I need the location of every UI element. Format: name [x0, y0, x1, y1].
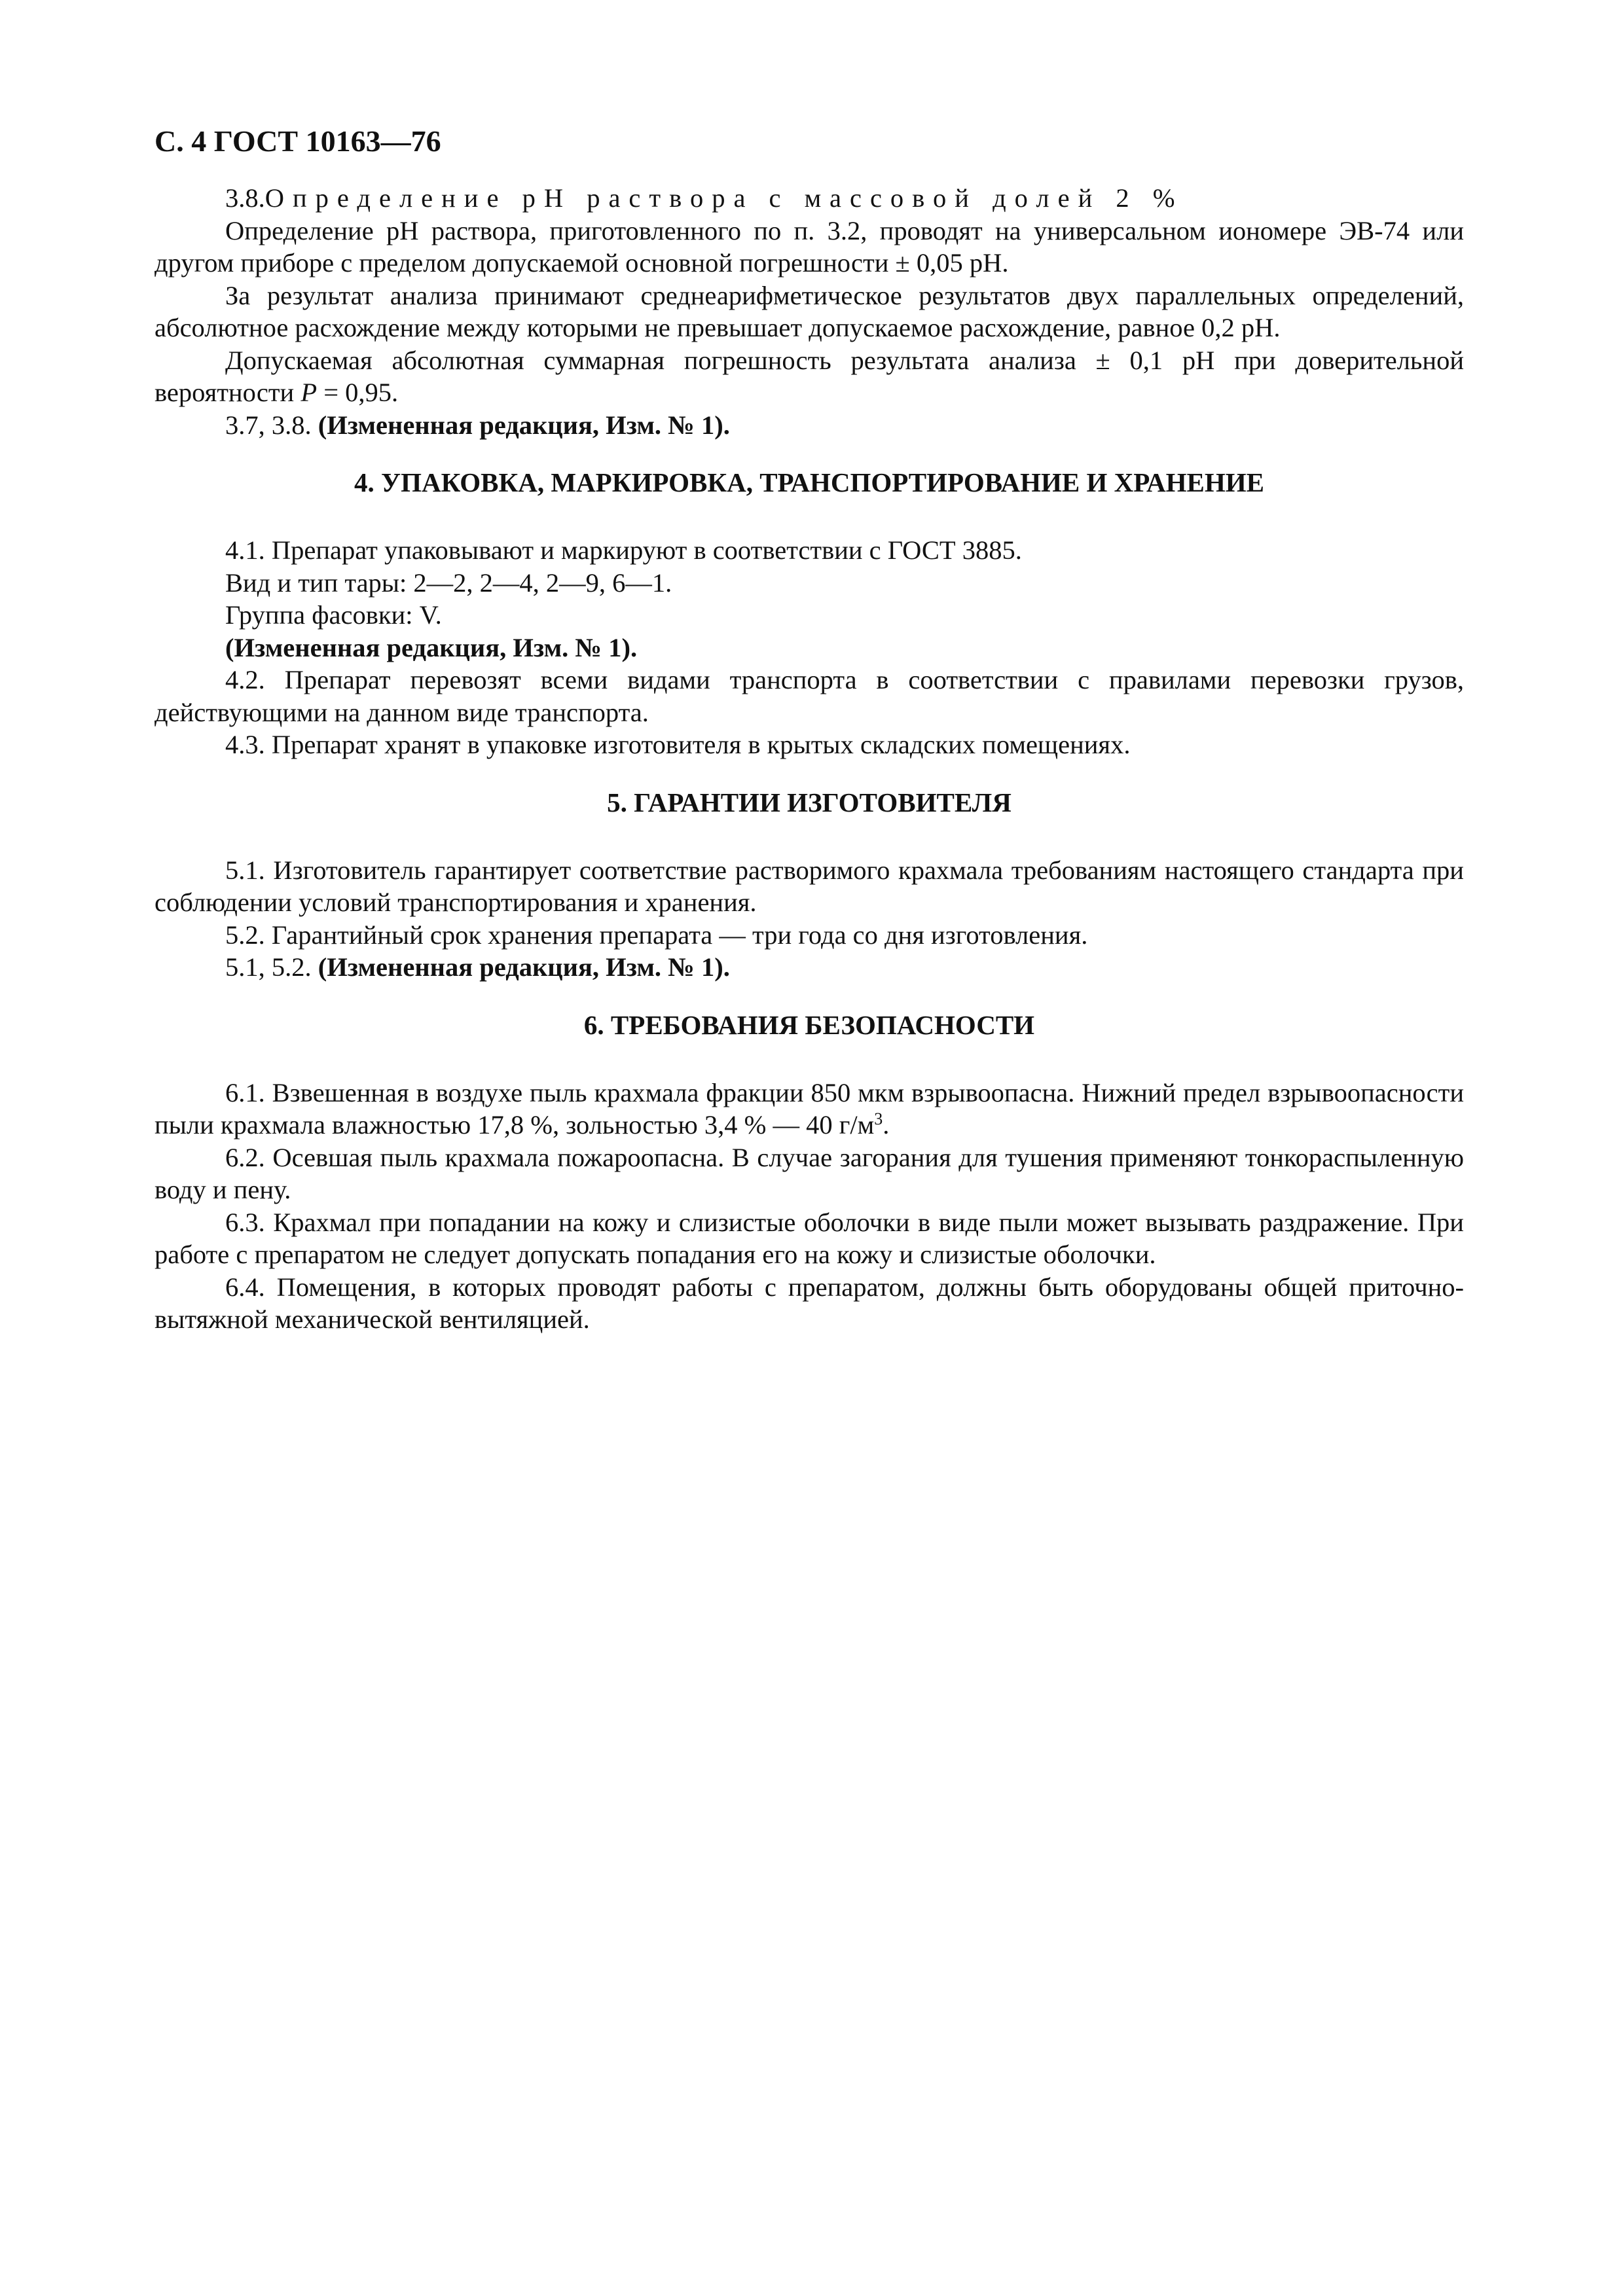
paragraph-6-1-text: 6.1. Взвешенная в воздухе пыль крахмала фракции 850 мкм взрывоопасна. Нижний предел взрывоопасности пыли крахмала влажностью 17,8 %, зольностью 3,4 % — 40 г/м [155, 1077, 1464, 1139]
paragraph-5-1: 5.1. Изготовитель гарантирует соответствие растворимого крахмала требованиям настоящего стандарта при соблюдении условий транспортирования и хранения. [155, 855, 1464, 917]
error-text-b: = 0,95. [317, 378, 399, 407]
error-variable: P [301, 378, 318, 407]
paragraph-3-8-text: Определение рН раствора, приготовленного по п. 3.2, проводят на универсальном иономере ЭВ-74 или другом приборе с пределом допускаемой основной погрешности ± 0,05 рН. [155, 215, 1464, 278]
paragraph-4-3: 4.3. Препарат хранят в упаковке изготовителя в крытых складских помещениях. [225, 730, 1131, 759]
amendment-note-3 [155, 409, 1464, 442]
paragraph-result: За результат анализа принимают среднеарифметическое результатов двух параллельных определений, абсолютное расхождение между которыми не превышает допускаемое расхождение, равное 0,2 рН. [155, 280, 1464, 342]
superscript-three: 3 [874, 1109, 883, 1128]
amendment-label: (Измененная редакция, Изм. № 1). [318, 410, 730, 440]
paragraph-6-2: 6.2. Осевшая пыль крахмала пожароопасна. В случае загорания для тушения применяют тонкораспыленную воду и пену. [155, 1142, 1464, 1204]
amendment-note-4: (Измененная редакция, Изм. № 1). [225, 632, 638, 662]
paragraph-4-2: 4.2. Препарат перевозят всеми видами транспорта в соответствии с правилами перевозки грузов, действующими на данном виде транспорта. [155, 665, 1464, 727]
paragraph-tara: Вид и тип тары: 2—2, 2—4, 2—9, 6—1. [225, 567, 672, 598]
paragraph-title-spaced: Определение рН раствора с массовой долей 2 % [264, 183, 1184, 213]
error-text-a: Допускаемая абсолютная суммарная погрешность результата анализа ± 0,1 рН при доверительной вероятности [155, 345, 1464, 407]
paragraph-4-1: 4.1. Препарат упаковывают и маркируют в соответствии с ГОСТ 3885. [225, 535, 1022, 565]
section-4-heading: 4. УПАКОВКА, МАРКИРОВКА, ТРАНСПОРТИРОВАНИЕ И ХРАНЕНИЕ [354, 467, 1265, 497]
paragraph-6-4: 6.4. Помещения, в которых проводят работы с препаратом, должны быть оборудованы общей приточно-вытяжной механической вентиляцией. [155, 1272, 1464, 1334]
paragraph-5-2: 5.2. Гарантийный срок хранения препарата — три года со дня изготовления. [225, 920, 1088, 950]
paragraph-3-8-title [155, 182, 1464, 215]
section-5-heading: 5. ГАРАНТИИ ИЗГОТОВИТЕЛЯ [607, 787, 1012, 817]
amendment-note-5 [155, 951, 1464, 984]
paragraph-6-1-end: . [883, 1110, 890, 1139]
section-6-heading: 6. ТРЕБОВАНИЯ БЕЗОПАСНОСТИ [583, 1009, 1035, 1040]
amendment-prefix: 5.1, 5.2. [225, 952, 318, 982]
amendment-prefix: 3.7, 3.8. [225, 410, 318, 440]
paragraph-group: Группа фасовки: V. [225, 600, 442, 630]
running-header: С. 4 ГОСТ 10163—76 [155, 124, 441, 158]
paragraph-6-1 [155, 1077, 1464, 1141]
paragraph-error [155, 344, 1464, 409]
amendment-label: (Измененная редакция, Изм. № 1). [318, 952, 730, 982]
paragraph-6-3: 6.3. Крахмал при попадании на кожу и слизистые оболочки в виде пыли может вызывать раздражение. При работе с препаратом не следует допускать попадания его на кожу и слизистые оболочки. [155, 1207, 1464, 1269]
document-body [155, 182, 1464, 1336]
paragraph-number: 3.8. [225, 183, 265, 213]
